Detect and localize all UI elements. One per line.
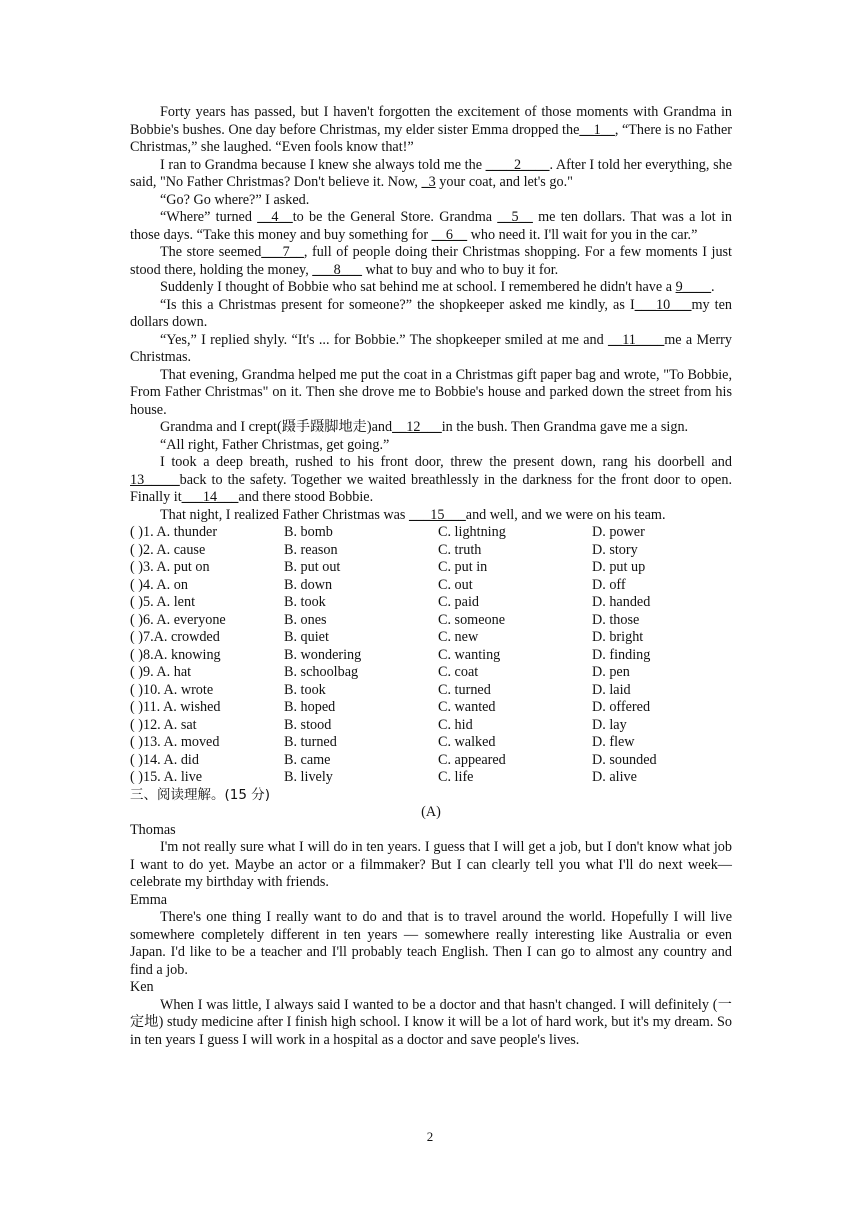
option-row: ( )6. A. everyone B. ones C. someone D. those	[130, 611, 640, 628]
blank-14: ___14___	[181, 489, 239, 505]
speaker-name: Thomas	[130, 821, 176, 838]
passage-paragraph: “All right, Father Christmas, get going.”	[160, 436, 390, 453]
passage-paragraph: The store seemed___7__, full of people doing their Christmas shopping. For a few moments I just stood there, holding the money, ___8___ what to buy and who to buy it for.	[130, 244, 733, 278]
option-row: ( )11. A. wished B. hoped C. wanted D. offered	[130, 699, 651, 715]
document-page	[130, 104, 732, 1049]
section-subheading: (A)	[421, 804, 441, 820]
blank-4: __4__	[257, 209, 293, 225]
blank-6: __6__	[431, 226, 468, 243]
blank-10: ___10___	[634, 296, 692, 313]
option-row: ( )8.A. knowing B. wondering C. wanting D. finding	[130, 646, 651, 663]
blank-8: ___8___	[312, 261, 362, 278]
blank-15: ___15___	[409, 506, 466, 523]
passage-paragraph: I ran to Grandma because I knew she always told me the ____2____. After I told her everything, she said, "No Father Christmas? Don't believe it. Now, _3 your coat, and let's go."	[130, 156, 732, 190]
speaker-text: When I was little, I always said I wanted to be a doctor and that hasn't changed. I will definitely (一定地) study medicine after I finish high school. I know it will be a lot of hard work, but it's my dream. So in ten years I guess I will work in a hospital as a doctor and save people's lives.	[130, 996, 732, 1048]
blank-2: ____2____	[485, 156, 550, 173]
passage-paragraph: “Yes,” I replied shyly. “It's ... for Bobbie.” The shopkeeper smiled at me and __11____me a Merry Christmas.	[130, 331, 732, 365]
cloze-passage	[130, 104, 732, 524]
speaker-name: Ken	[130, 979, 154, 995]
option-row: ( )1. A. thunder B. bomb C. lightning D. power	[130, 524, 645, 540]
passage-paragraph: Suddenly I thought of Bobbie who sat behind me at school. I remembered he didn't have a 9____.	[160, 279, 715, 295]
option-row: ( )2. A. cause B. reason C. truth D. story	[130, 541, 638, 558]
page-number: 2	[426, 1129, 434, 1144]
section-heading: 三、阅读理解。(15 分)	[130, 786, 271, 803]
option-row: ( )4. A. on B. down C. out D. off	[130, 576, 626, 593]
passage-paragraph: I took a deep breath, rushed to his front door, threw the present down, rang his doorbell and 13_____back to the safety. Together we waited breathlessly in the darkness for the front door to open. Finally it___14___and there stood Bobbie.	[130, 454, 732, 505]
option-row: ( )15. A. live B. lively C. life D. alive	[130, 769, 637, 785]
reading-section	[130, 787, 732, 1050]
blank-11: __11____	[608, 331, 665, 348]
blank-9: 9____	[675, 279, 712, 295]
passage-paragraph: “Is this a Christmas present for someone?” the shopkeeper asked me kindly, as I___10___my ten dollars down.	[130, 296, 732, 330]
blank-13: 13_____	[130, 471, 180, 488]
blank-5: __5__	[497, 209, 533, 225]
passage-paragraph: That night, I realized Father Christmas was ___15___and well, and we were on his team.	[160, 506, 666, 523]
option-row: ( )14. A. did B. came C. appeared D. sounded	[130, 751, 657, 768]
option-row: ( )7.A. crowded B. quiet C. new D. bright	[130, 629, 644, 645]
option-row: ( )13. A. moved B. turned C. walked D. flew	[130, 734, 635, 750]
blank-1: __1__	[579, 121, 615, 138]
option-row: ( )9. A. hat B. schoolbag C. coat D. pen	[130, 664, 630, 680]
option-row: ( )5. A. lent B. took C. paid D. handed	[130, 594, 651, 610]
blank-3: _3	[421, 174, 436, 190]
passage-paragraph: That evening, Grandma helped me put the coat in a Christmas gift paper bag and wrote, "To Bobbie, From Father Christmas" on it. Then she drove me to Bobbie's house and parked down the street from his house.	[130, 366, 732, 418]
speaker-name: Emma	[130, 891, 168, 908]
passage-paragraph: Grandma and I crept(蹑手蹑脚地走)and__12___in the bush. Then Grandma gave me a sign.	[160, 419, 689, 435]
blank-12: __12___	[392, 419, 442, 435]
speaker-text: There's one thing I really want to do and that is to travel around the world. Hopefully I will live somewhere completely different in ten years — somewhere really interesting like Australia or even Japan. I'd like to be a teacher and I'll probably teach English. Then I can go to almost any country and find a job.	[130, 909, 732, 978]
speaker-text: I'm not really sure what I will do in ten years. I guess that I will get a job, but I don't know what job I want to do yet. Maybe an actor or a filmmaker? But I can clearly tell you what I'll do next week—celebrate my birthday with friends.	[130, 839, 732, 890]
passage-paragraph: “Where” turned __4__to be the General Store. Grandma __5__ me ten dollars. That was a lot in those days. “Take this money and buy something for __6__ who need it. I'll wait for you in the car.”	[130, 209, 732, 243]
passage-paragraph: “Go? Go where?” I asked.	[160, 191, 310, 208]
option-row: ( )12. A. sat B. stood C. hid D. lay	[130, 716, 627, 733]
option-row: ( )10. A. wrote B. took C. turned D. laid	[130, 681, 631, 698]
passage-paragraph: Forty years has passed, but I haven't forgotten the excitement of those moments with Grandma in Bobbie's bushes. One day before Christmas, my elder sister Emma dropped the__1__, “There is no Father Christmas,” she laughed. “Even fools know that!”	[130, 104, 732, 155]
blank-7: ___7__	[261, 244, 304, 260]
option-row: ( )3. A. put on B. put out C. put in D. put up	[130, 559, 646, 575]
answer-options	[130, 524, 732, 787]
